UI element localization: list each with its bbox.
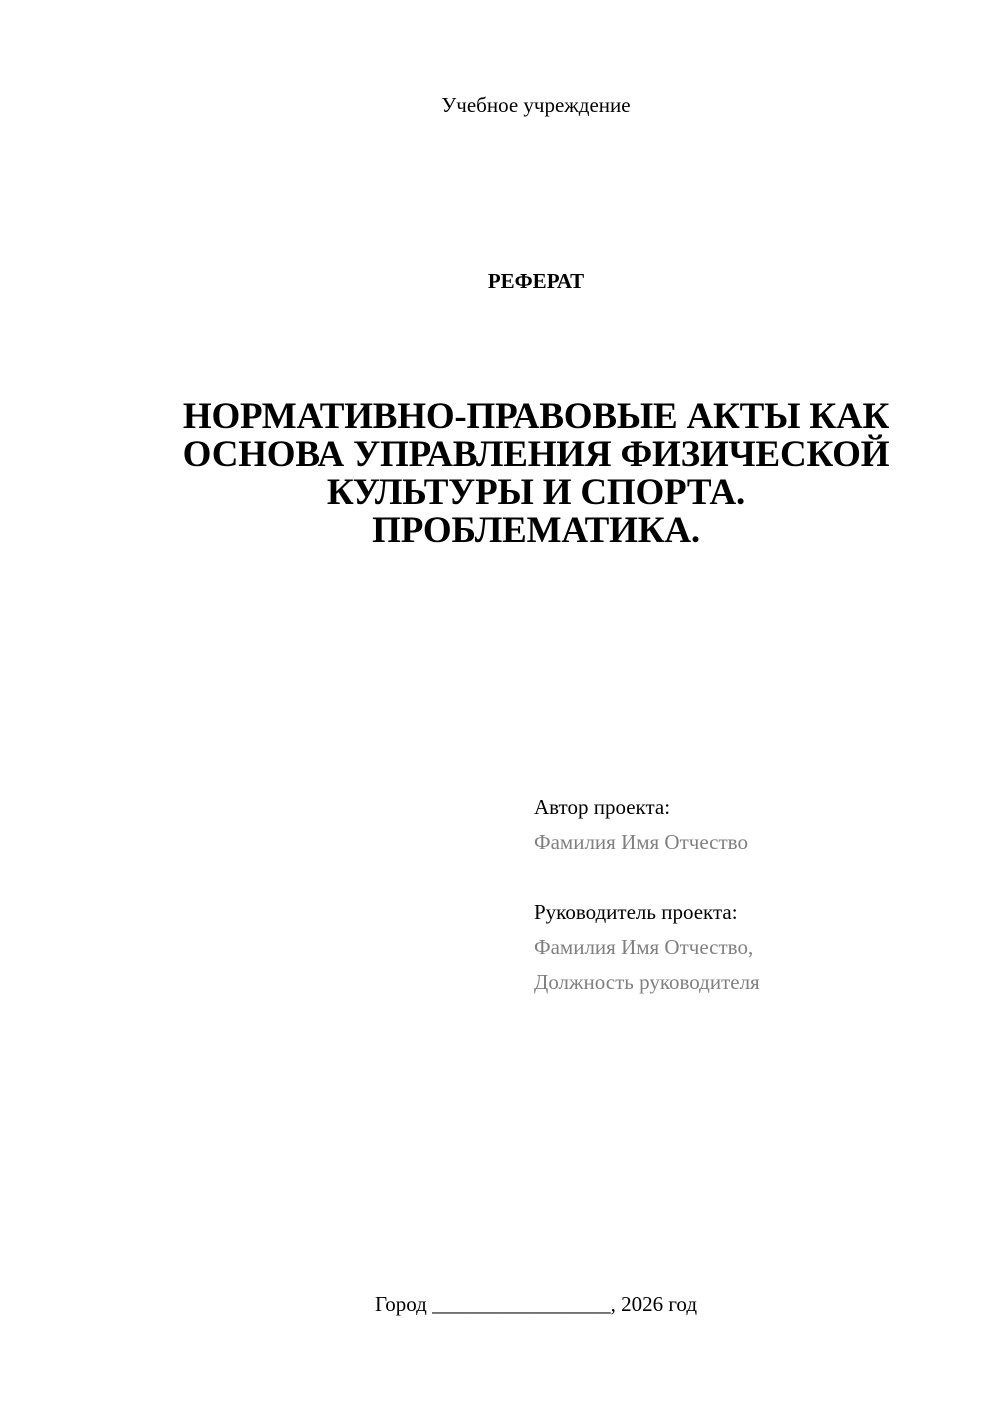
title-line: ПРОБЛЕМАТИКА. xyxy=(372,510,700,551)
credits-block xyxy=(534,790,974,1000)
author-label: Автор проекта: xyxy=(534,795,671,819)
author-name: Фамилия Имя Отчество xyxy=(534,830,748,854)
credits-spacer xyxy=(534,860,974,895)
document-title xyxy=(130,398,942,550)
supervisor-position: Должность руководителя xyxy=(534,970,760,994)
document-type: РЕФЕРАТ xyxy=(487,269,585,293)
title-line: ОСНОВА УПРАВЛЕНИЯ ФИЗИЧЕСКОЙ xyxy=(182,434,890,475)
title-line: КУЛЬТУРЫ И СПОРТА. xyxy=(326,472,746,513)
city-year-line: Город _________________, 2026 год xyxy=(374,1292,698,1316)
institution-name: Учебное учреждение xyxy=(441,93,631,117)
title-line: НОРМАТИВНО-ПРАВОВЫЕ АКТЫ КАК xyxy=(182,396,890,437)
supervisor-name: Фамилия Имя Отчество, xyxy=(534,935,754,959)
supervisor-label: Руководитель проекта: xyxy=(534,900,738,924)
